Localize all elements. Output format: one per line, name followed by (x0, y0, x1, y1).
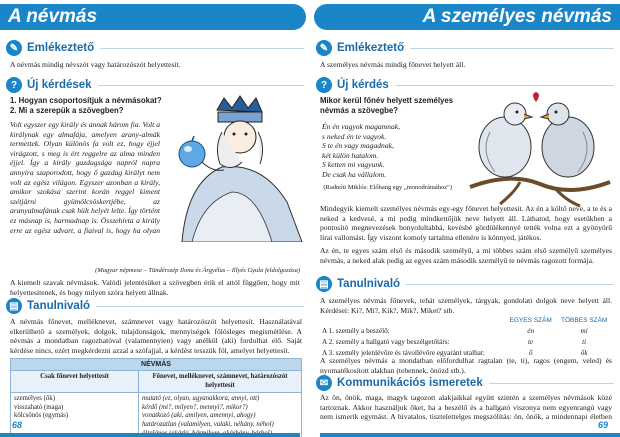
pencil-icon: ✎ (6, 40, 22, 56)
table-cell: A 1. személy a beszélő: (322, 327, 390, 335)
nevmas-table (10, 358, 302, 437)
kommunikacios-heading: ✉ Kommunikációs ismeretek (316, 375, 614, 391)
page-title-banner: A személyes névmás (314, 4, 620, 30)
question-1: 1. Hogyan csoportosítjuk a névmásokat? (10, 96, 162, 105)
table-cell: ő (528, 349, 533, 357)
tanulnivalo-note: A személyes névmás a mondatban előfordulhat ragtalan (te, ti), ragos (engem, veled) és nyomatékosított alakban (tebennek, önözd stb.). (320, 356, 612, 375)
page-number: 69 (597, 420, 608, 430)
table-caption: NÉVMÁS (11, 359, 302, 371)
bottom-band (320, 433, 620, 437)
poem-source: (Radnóti Miklós: Előhang egy „monodrámához") (323, 184, 452, 191)
table-cell: A 3. személy jelenlévőre és távollévőre egyaránt utalhat: (322, 349, 485, 357)
table-col-header: Csak főnevet helyettesít (11, 371, 139, 393)
book-icon: ▤ (6, 298, 22, 314)
table-cell: A 2. személy a hallgató vagy beszélgetőtárs: (322, 338, 450, 346)
page-title-banner: A névmás (0, 4, 306, 30)
bottom-band (0, 433, 300, 437)
emlekezteto-text: A névmás mindig névszót vagy határozószót helyettesít. (10, 60, 181, 69)
emlekezteto-heading: ✎ Emlékeztető (316, 40, 614, 56)
emlekezteto-text: A személyes névmás mindig főnevet helyett áll. (320, 60, 466, 69)
table-cell: mutató (ez, olyan, ugyanakkora, annyi, ott) kérdő (mi?, milyen?, mennyi?, mikor?) vonatkozó (aki, amilyen, amennyi, ahogy) határozatlan (valamilyen, valaki, néhány, néhol) (139, 393, 302, 437)
table-col-header: Főnevet, melléknevet, számnevet, határozószót helyettesít (139, 371, 302, 393)
table-col-header: EGYES SZÁM (509, 317, 552, 324)
doves-illustration (460, 92, 614, 207)
highlight-explanation: A kiemelt szavak névmások. Valódi jelentésüket a szövegben érik el attól függően, hogy mit helyettesítenek, és hogy milyen szóra helyett állnak. (10, 278, 300, 297)
heading-rule (96, 306, 304, 307)
table-cell: ti (582, 338, 587, 346)
question-icon: ? (6, 77, 22, 93)
pencil-icon: ✎ (316, 40, 332, 56)
kommunikacios-text: Az ön, önök, maga, magyk tagozott alakjaikkal együtt szintén a személyes névmások közé tartoznak. Akkor használjuk őket, ha a beszélő és a hallgató viszonya nem egyenrangú vagy nem ismerik egymást. A hivatalos, tisztelettelges megszólítás: ön, önök, a mindennapi életben (320, 393, 612, 422)
question-icon: ? (316, 77, 332, 93)
body-paragraph: Mindegyik kiemelt személyes névmás egy-egy főnevet helyettesít. Az én a költő neve, a te és a neked a kedvesé, a mi pedig mindkettőjük neve helyett áll. Láthatod, hogy esetükben a pontosító megnevezések bonyolultabbá, kevésbé gördülékennyé tették volna ezt a gyönyörű lírai vallomást. Így viszont komoly tartalma ellenére is könnyed, játékos. (320, 204, 612, 242)
tanulnivalo-text: A személyes névmás főnevek, tehát személyek, tárgyak, gondolati dolgok neve helyett áll. Kérdései: Ki?, Mi?, Kik?, Mik?, Miket? stb. (320, 296, 612, 315)
table-cell: te (528, 338, 534, 346)
uj-kerdes-heading: ? Új kérdés (316, 77, 614, 93)
tanulnivalo-heading: ▤ Tanulnivaló (6, 298, 304, 314)
heading-rule (406, 284, 614, 285)
folk-tale-text: Volt egyszer egy király és annak három fia. Volt a királynak egy almafája, amelyen arany-almák termettek. Olyan különös fa volt ez, hogy éjjel virágzott, s meg is ért reggelre az alma minden éjjel. Így a király gazdagsága napról napra annyira szaporodott, hogy ő gazdag királyt nem volt az egész világon. Egyszer azonban a király, amikor szokása szerint korán reggel kiment szétjárni gyümölcsöskertjébe, az aranyalmafának csak hült helyét lelte. Így történt ez másnap is, harmadnap is. Összehívta a király erre az egész udvart, a fiaival is, hogy ha olyan (10, 120, 160, 235)
tanulnivalo-text: A névmás főnevet, melléknevet, számnevet vagy határozószót helyettesít. Használatával elkerülhető a személyek, dolgok, tulajdonságok, mennyiségek fölösleges megismétlése. A névmás a mondatban ragozhatóval (valamennyien) vagy anélkül (aki) fordulhat elő. Saját kérdése nincs, ezért megkérdezni azzal a szófajjal, a kérdést tesszük föl, amelyet helyettesít. (10, 317, 302, 355)
king-illustration (162, 92, 304, 242)
emlekezteto-heading: ✎ Emlékeztető (6, 40, 304, 56)
table-col-header: TÖBBES SZÁM (561, 317, 608, 324)
question: Mikor kerül főnév helyett személyes névmás a szövegbe? (320, 96, 454, 115)
book-icon: ▤ (316, 276, 332, 292)
page-number: 68 (12, 420, 23, 430)
table-cell: ők (580, 349, 588, 357)
heading-rule (98, 85, 304, 86)
heading-rule (489, 383, 614, 384)
tanulnivalo-heading: ▤ Tanulnivaló (316, 276, 614, 292)
table-cell: mi (580, 327, 588, 335)
right-page (310, 0, 620, 437)
body-paragraph-2: Az én, te egyes szám első és második személyű, a mi többes szám első személyű személyes névmás, a neked alak pedig az egyes szám második személyű te névmás ragozott formája. (320, 246, 612, 265)
heading-rule (100, 48, 304, 49)
poem: Én én vagyok magamnak, s neked én te vagyok. S te én vagy magadnak, két külön hatalom. S ketten mi vagyunk. De csak ha vállalom. (322, 122, 401, 179)
heading-rule (395, 85, 614, 86)
table-cell: én (527, 327, 535, 335)
table-cell: személyes (ők) visszaható (maga) kölcsönös (egymás) (11, 393, 139, 437)
speech-bubble-icon: ✉ (316, 375, 332, 391)
szemelyes-table (320, 315, 612, 359)
question-2: 2. Mi a szerepük a szövegben? (10, 106, 124, 115)
heading-rule (410, 48, 614, 49)
tale-source: (Magyar népmese – Tündérszép Ilona és Árgyélus – Illyés Gyula feldolgozása) (95, 267, 300, 274)
uj-kerdesek-heading: ? Új kérdések (6, 77, 304, 93)
